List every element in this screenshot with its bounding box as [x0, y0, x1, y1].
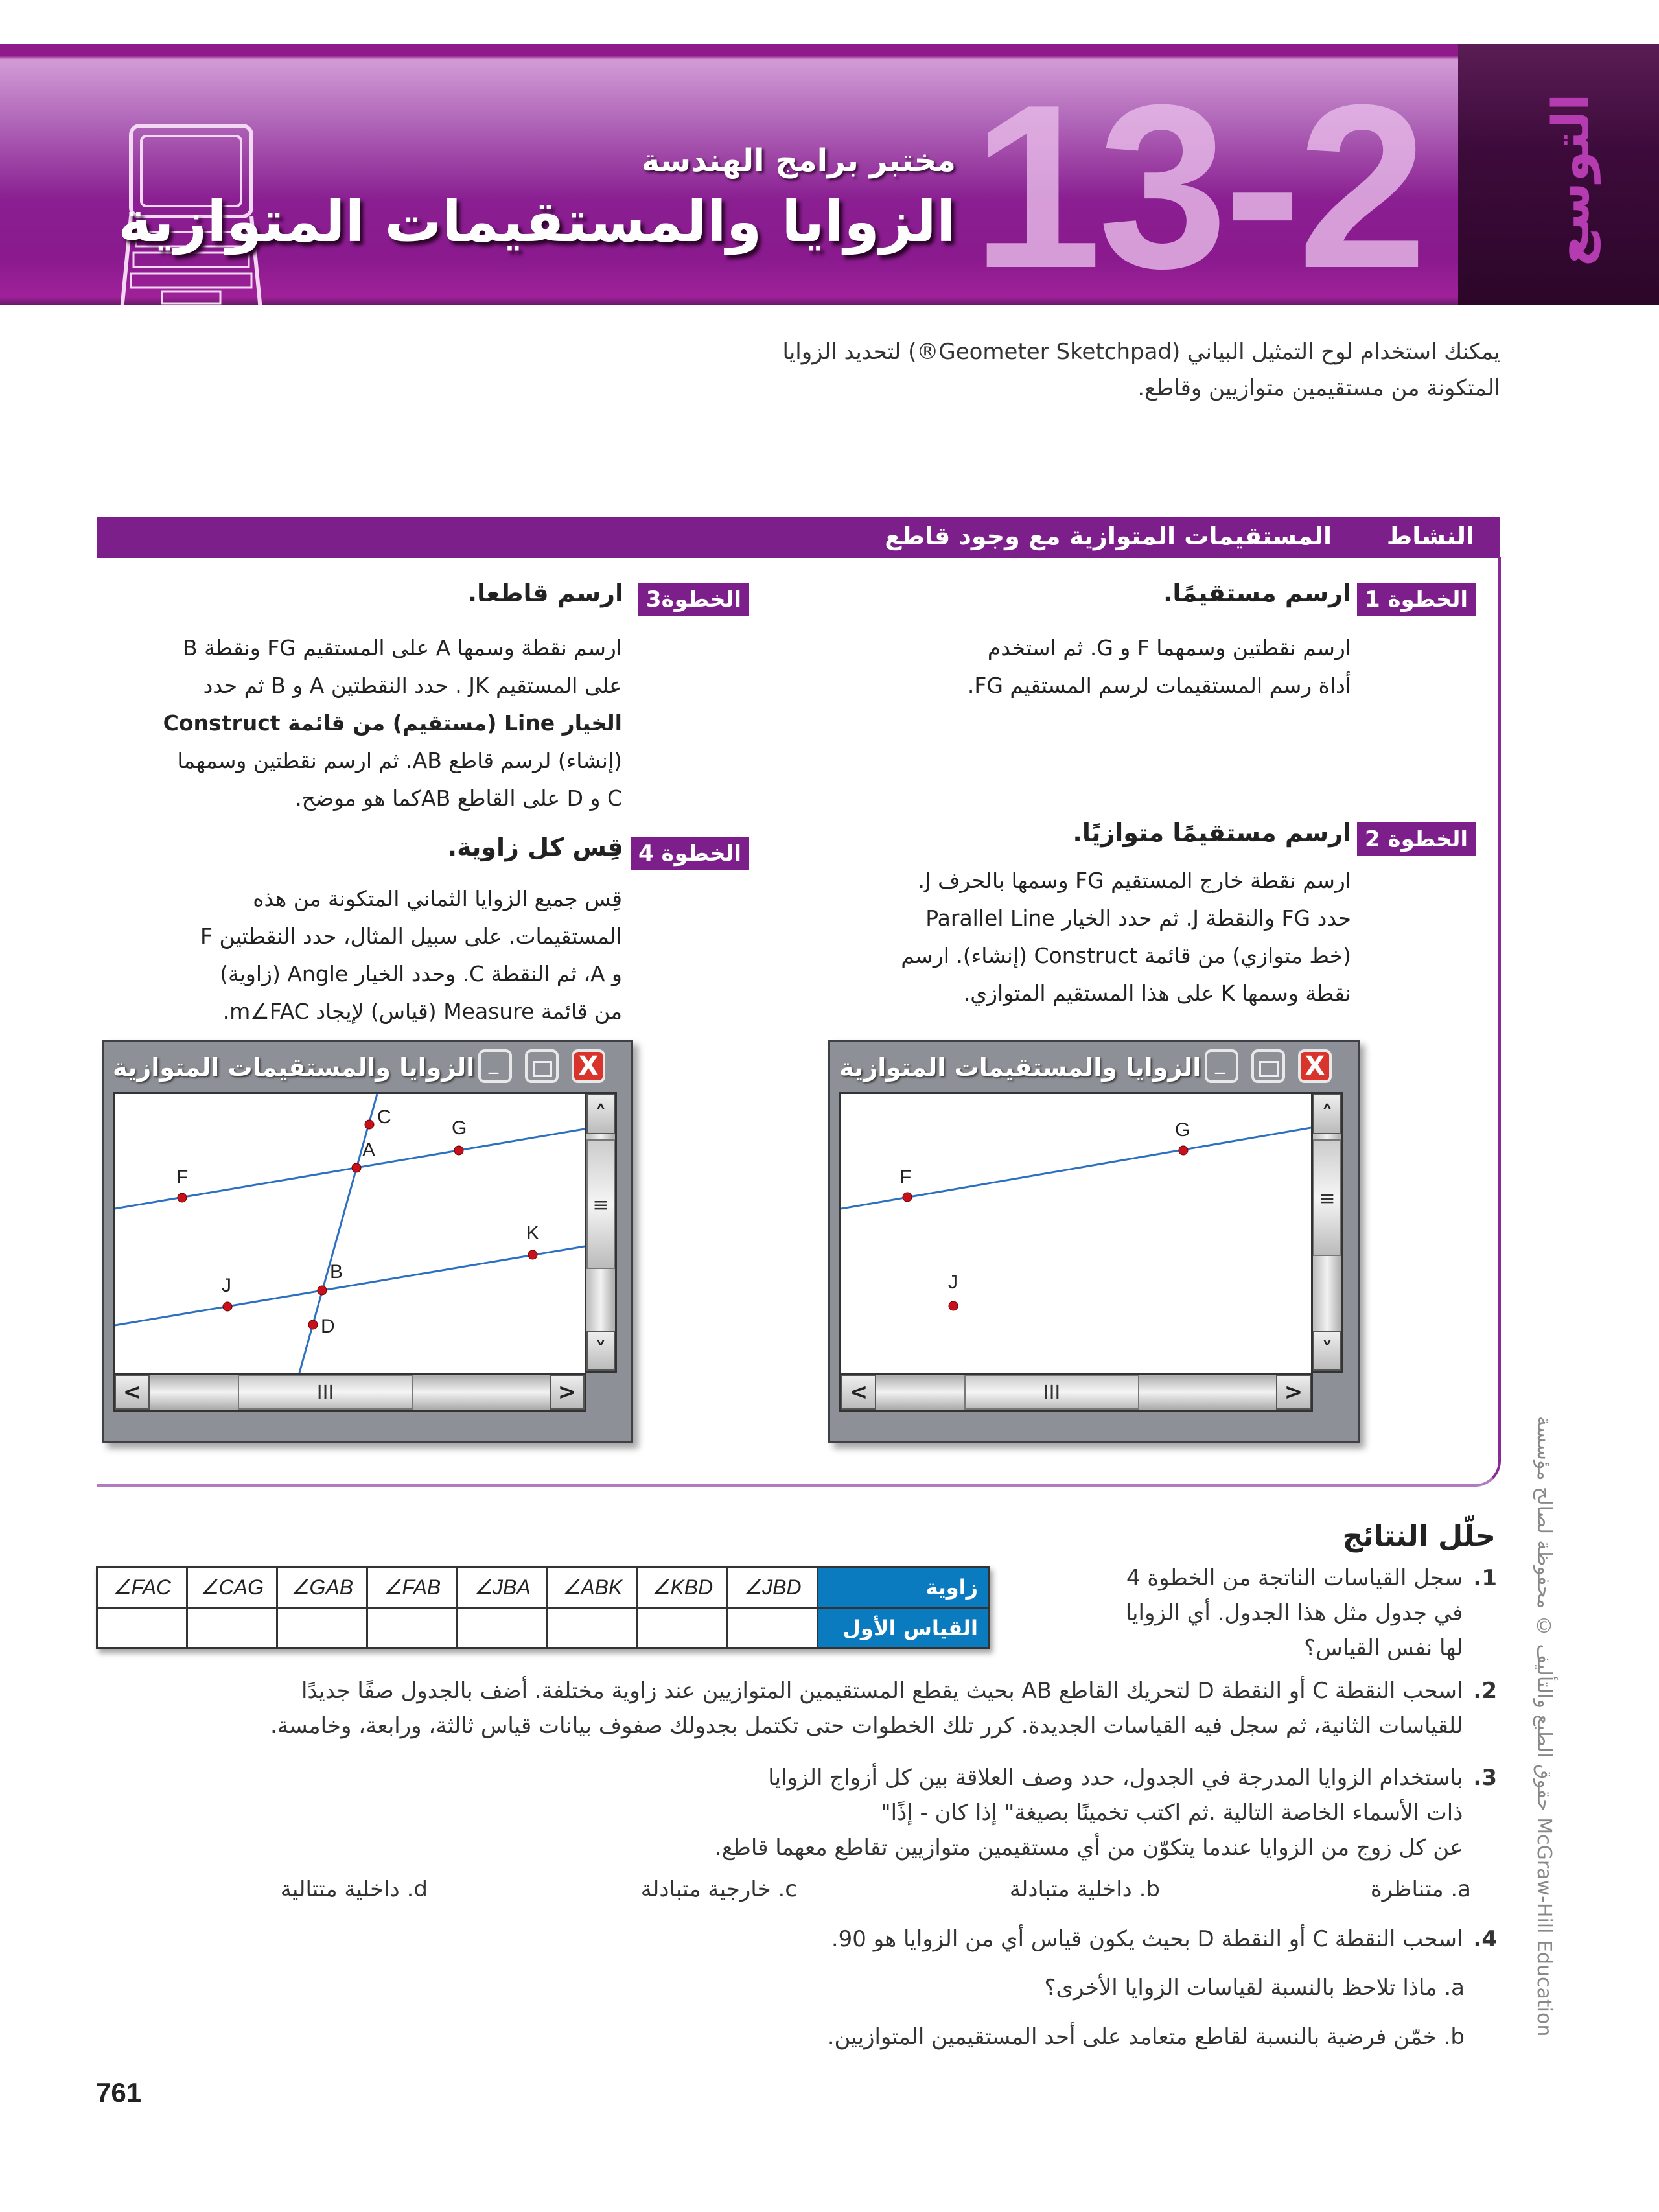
sketch-canvas[interactable] — [113, 1092, 586, 1375]
point-j[interactable] — [949, 1301, 958, 1310]
question-line: عن كل زوج من الزوايا عندما يتكوّن من أي مستقيمين متوازيين تقاطع معهما قاطع. — [714, 1835, 1463, 1861]
question-line: في جدول مثل هذا الجدول. أي الزوايا — [1125, 1600, 1463, 1626]
step-line: من قائمة Measure (قياس) لإيجاد m∠FAC. — [222, 999, 622, 1024]
line-jk — [115, 1246, 585, 1325]
point-label: J — [948, 1272, 958, 1293]
question-number: 2. — [1473, 1678, 1497, 1704]
intro-paragraph — [528, 334, 1500, 406]
step-line: (خط متوازي) من قائمة Construct (إنشاء). ارسم — [901, 943, 1351, 968]
step-1-badge: الخطوة 1 — [1357, 583, 1476, 616]
point-label: J — [222, 1275, 231, 1296]
step-1-text — [968, 629, 1351, 704]
table-row — [97, 1608, 990, 1649]
table-cell: ∠ABK — [548, 1567, 638, 1608]
question-3 — [715, 1760, 1497, 1865]
step-3-text — [163, 629, 622, 817]
activity-title: المستقيمات المتوازية مع وجود قاطع — [885, 522, 1332, 550]
point-label: D — [321, 1316, 335, 1337]
table-cell[interactable] — [367, 1608, 458, 1649]
table-header-measure: القياس الأول — [818, 1608, 990, 1649]
point-a[interactable] — [352, 1163, 361, 1172]
step-2-badge: الخطوة 2 — [1357, 822, 1476, 856]
scroll-right-button[interactable]: > — [550, 1375, 585, 1410]
step-line: المستقيمات. على سبيل المثال، حدد النقطتين F — [200, 924, 622, 949]
close-button[interactable]: X — [572, 1049, 605, 1083]
point-k[interactable] — [528, 1250, 537, 1259]
question-number: 1. — [1473, 1565, 1497, 1591]
vertical-scrollbar[interactable] — [585, 1092, 617, 1373]
point-g[interactable] — [454, 1146, 463, 1155]
step-1-title: ارسم مستقيمًا. — [1163, 579, 1351, 607]
minimize-button[interactable] — [1205, 1049, 1238, 1083]
sketch-drawing — [841, 1094, 1311, 1373]
table-cell[interactable] — [97, 1608, 187, 1649]
step-line: C و D على القاطع ABكما هو موضح. — [295, 786, 622, 811]
question-line: اسحب النقطة C أو النقطة D لتحريك القاطع AB بحيث يقطع المستقيمين المتوازيين عند زاوية مختلفة. أضف بالجدول صفًا جديدًا — [301, 1678, 1463, 1704]
table-cell: ∠JBD — [728, 1567, 818, 1608]
sketchpad-window-transversal — [102, 1040, 633, 1443]
restore-button[interactable] — [525, 1049, 559, 1083]
question-line: باستخدام الزوايا المدرجة في الجدول، حدد وصف العلاقة بين كل أزواج الزوايا — [768, 1765, 1463, 1791]
step-2-text — [901, 862, 1351, 1012]
question-line: ذات الأسماء الخاصة التالية .ثم اكتب تخمينًا بصيغة" إذا كان - إذًا" — [881, 1800, 1463, 1826]
scroll-thumb-horizontal[interactable]: III — [238, 1375, 413, 1410]
close-button[interactable]: X — [1298, 1049, 1332, 1083]
q3-option-c: c. خارجية متبادلة — [640, 1876, 797, 1902]
step-4-badge: الخطوة 4 — [631, 837, 749, 870]
page-number: 761 — [96, 2077, 142, 2108]
point-label: F — [899, 1167, 912, 1188]
question-number: 4. — [1473, 1926, 1497, 1952]
table-cell[interactable] — [187, 1608, 277, 1649]
scroll-down-button[interactable]: ˅ — [1313, 1331, 1341, 1371]
point-d[interactable] — [308, 1320, 318, 1329]
step-line: أداة رسم المستقيمات لرسم المستقيم FG. — [967, 673, 1351, 698]
table-header-angle: زاوية — [818, 1567, 990, 1608]
point-b[interactable] — [318, 1286, 327, 1295]
step-line: ارسم نقطتين وسمهما F و G. ثم استخدم — [987, 635, 1351, 660]
question-number: 3. — [1473, 1765, 1497, 1791]
analyze-heading: حلّل النتائج — [1342, 1520, 1496, 1553]
transversal-ab — [299, 1094, 377, 1373]
q3-option-b: b. داخلية متبادلة — [1009, 1876, 1160, 1902]
table-cell: ∠JBA — [458, 1567, 548, 1608]
step-2-title: ارسم مستقيمًا متوازيًا. — [1073, 819, 1351, 847]
window-title: الزوايا والمستقيمات المتوازية — [113, 1053, 475, 1082]
copyright-notice: حقوق الطبع والتأليف © محفوظة لصالح مؤسسة McGraw-Hill Education — [1533, 1416, 1555, 2037]
scroll-thumb-horizontal[interactable]: III — [964, 1375, 1139, 1410]
q3-option-a: a. متناظرة — [1370, 1876, 1471, 1902]
question-4 — [831, 1922, 1497, 1957]
sketch-canvas[interactable] — [839, 1092, 1313, 1375]
step-line: قِس جميع الزوايا الثماني المتكونة من هذه — [253, 886, 622, 911]
point-g[interactable] — [1179, 1146, 1188, 1155]
step-line: على المستقيم JK . حدد النقطتين A و B ثم حدد — [203, 673, 622, 698]
scroll-right-button[interactable]: > — [1276, 1375, 1311, 1410]
table-cell[interactable] — [277, 1608, 367, 1649]
table-cell: ∠FAC — [97, 1567, 187, 1608]
point-label: A — [362, 1139, 376, 1161]
step-4-title: قِس كل زاوية. — [447, 833, 623, 861]
tab-label: التوسع — [1542, 93, 1601, 267]
point-f[interactable] — [903, 1193, 912, 1202]
scroll-up-button[interactable]: ˄ — [1313, 1094, 1341, 1134]
restore-icon — [1259, 1061, 1279, 1077]
step-line: حدد FG والنقطة J. ثم حدد الخيار Parallel Line — [925, 905, 1351, 931]
question-line: سجل القياسات الناتجة من الخطوة 4 — [1126, 1565, 1463, 1591]
table-row — [97, 1567, 990, 1608]
restore-icon — [533, 1061, 552, 1077]
table-cell[interactable] — [458, 1608, 548, 1649]
scroll-left-button[interactable]: < — [841, 1375, 876, 1410]
step-3-badge: الخطوة3 — [638, 583, 749, 616]
sketchpad-window-parallel — [828, 1040, 1360, 1443]
step-4-text — [200, 880, 622, 1030]
window-title: الزوايا والمستقيمات المتوازية — [839, 1053, 1201, 1082]
intro-line: يمكنك استخدام لوح التمثيل البياني (Geometer Sketchpad®) لتحديد الزوايا — [782, 339, 1500, 365]
activity-label: النشاط — [1386, 522, 1474, 550]
table-cell[interactable] — [548, 1608, 638, 1649]
point-label: B — [330, 1261, 343, 1283]
scroll-left-button[interactable]: < — [115, 1375, 150, 1410]
point-label: F — [176, 1167, 189, 1188]
scroll-up-button[interactable]: ˄ — [586, 1094, 615, 1134]
lab-title: الزوايا والمستقيمات المتوازية — [118, 188, 956, 255]
horizontal-scrollbar[interactable] — [839, 1373, 1313, 1412]
scroll-thumb-vertical[interactable]: ≡ — [586, 1139, 615, 1269]
question-line: للقياسات الثانية، ثم سجل فيه القياسات الجديدة. كرر تلك الخطوات حتى تكتمل بجدولك صفوف بيانات قياس ثالثة، ورابعة، وخامسة. — [270, 1713, 1463, 1739]
point-label: G — [1175, 1119, 1190, 1141]
table-cell: ∠CAG — [187, 1567, 277, 1608]
header-side-tab — [1458, 44, 1659, 305]
table-cell[interactable] — [638, 1608, 728, 1649]
question-line: لها نفس القياس؟ — [1304, 1635, 1463, 1661]
vertical-scrollbar[interactable] — [1311, 1092, 1343, 1373]
restore-button[interactable] — [1251, 1049, 1285, 1083]
lab-subtitle: مختبر برامج الهندسة — [641, 143, 956, 179]
step-line: ارسم نقطة وسمها A على المستقيم FG ونقطة B — [182, 635, 622, 660]
point-label: K — [526, 1222, 540, 1244]
point-f[interactable] — [178, 1193, 187, 1202]
scroll-down-button[interactable]: ˅ — [586, 1331, 615, 1371]
point-j[interactable] — [223, 1302, 232, 1311]
point-label: C — [377, 1106, 391, 1128]
sketch-drawing — [115, 1094, 585, 1373]
table-cell: ∠FAB — [367, 1567, 458, 1608]
step-3-title: ارسم قاطعا. — [467, 579, 623, 607]
table-cell: ∠KBD — [638, 1567, 728, 1608]
point-c[interactable] — [365, 1120, 374, 1129]
angle-table — [96, 1566, 990, 1649]
question-line: اسحب النقطة C أو النقطة D بحيث يكون قياس أي من الزوايا هو 90. — [831, 1926, 1463, 1952]
question-4b: b. خمّن فرضية بالنسبة لقاطع متعامد على أحد المستقيمين المتوازيين. — [827, 2024, 1465, 2050]
minimize-icon: _ — [1215, 1052, 1225, 1075]
minimize-button[interactable] — [478, 1049, 512, 1083]
lesson-number: 13-2 — [972, 56, 1424, 305]
step-line: و A، ثم النقطة C. وحدد الخيار Angle (زاوية) — [220, 961, 622, 986]
question-4a: a. ماذا تلاحظ بالنسبة لقياسات الزوايا الأخرى؟ — [1044, 1975, 1465, 2001]
question-1 — [1126, 1561, 1497, 1666]
scroll-thumb-vertical[interactable]: ≡ — [1313, 1139, 1341, 1256]
step-line: (إنشاء) لرسم قاطع AB. ثم ارسم نقطتين وسمهما — [177, 748, 622, 773]
activity-bar — [97, 517, 1500, 558]
table-cell[interactable] — [728, 1608, 818, 1649]
q3-option-d: d. داخلية متتالية — [280, 1876, 428, 1902]
horizontal-scrollbar[interactable] — [113, 1373, 586, 1412]
point-label: G — [452, 1117, 467, 1139]
intro-line: المتكونة من مستقيمين متوازيين وقاطع. — [1137, 375, 1500, 401]
lesson-header-banner — [0, 44, 1659, 305]
minimize-icon: _ — [489, 1052, 498, 1075]
table-cell: ∠GAB — [277, 1567, 367, 1608]
step-line: الخيار Line (مستقيم) من قائمة Construct — [163, 710, 622, 736]
step-line: نقطة وسمها K على هذا المستقيم المتوازي. — [963, 981, 1351, 1006]
question-2 — [270, 1673, 1497, 1743]
step-line: ارسم نقطة خارج المستقيم FG وسمها بالحرف J. — [918, 868, 1351, 893]
